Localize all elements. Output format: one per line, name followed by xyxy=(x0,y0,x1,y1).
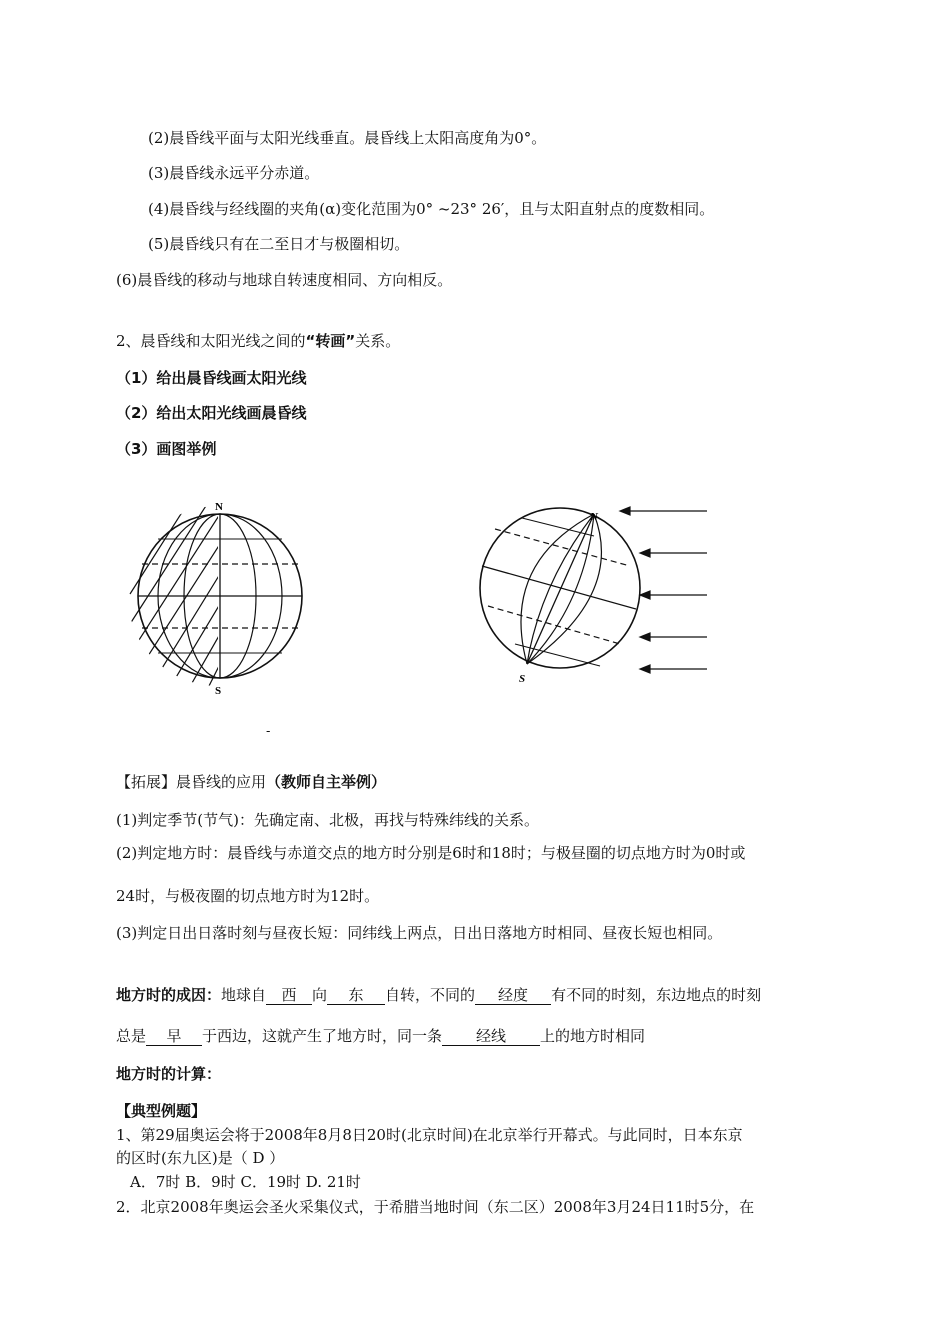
item-3: (3)晨昏线永远平分赤道。 xyxy=(148,164,320,182)
localtime-line2 xyxy=(116,1026,645,1046)
localtime-label: 地方时的成因： xyxy=(116,986,222,1004)
item-5: (5)晨昏线只有在二至日才与极圈相切。 xyxy=(148,235,410,253)
section2-suffix: 关系。 xyxy=(355,332,401,350)
localtime-text-2: 向 xyxy=(312,986,328,1004)
localtime-line1 xyxy=(116,985,761,1005)
extension-heading xyxy=(116,772,386,792)
section2-bold: “转画” xyxy=(305,332,356,350)
answer-blank-3: 经度 xyxy=(475,986,551,1005)
examples-heading: 【典型例题】 xyxy=(116,1102,207,1120)
section2-sub3: （3）画图举例 xyxy=(116,440,217,458)
south-label: S xyxy=(215,685,222,697)
answer-blank-5: 经线 xyxy=(442,1027,540,1046)
answer-blank-1: 西 xyxy=(266,986,312,1005)
item-6: (6)晨昏线的移动与地球自转速度相同、方向相反。 xyxy=(116,271,453,289)
localtime-text-5: 总是 xyxy=(116,1027,147,1045)
question-1: 1、第29届奥运会将于2008年8月8日20时(北京时间)在北京举行开幕式。与此同时，日本东京 xyxy=(116,1126,743,1144)
extension-2b: 24时，与极夜圈的切点地方时为12时。 xyxy=(116,887,380,905)
answer-blank-2: 东 xyxy=(327,986,385,1005)
question-1-options: A．7时 B．9时 C．19时 D. 21时 xyxy=(130,1173,361,1191)
north-label-right: N xyxy=(590,511,598,523)
extension-1: (1)判定季节(节气)：先确定南、北极，再找与特殊纬线的关系。 xyxy=(116,811,539,829)
extension-3: (3)判定日出日落时刻与昼夜长短：同纬线上两点，日出日落地方时相同、昼夜长短也相同。 xyxy=(116,924,723,942)
localtime-calc: 地方时的计算： xyxy=(116,1065,222,1083)
localtime-text-7: 上的地方时相同 xyxy=(540,1027,646,1045)
globe-figure-left xyxy=(120,494,320,698)
section2-heading xyxy=(116,331,400,351)
north-label: N xyxy=(215,501,223,513)
extension-2: (2)判定地方时：晨昏线与赤道交点的地方时分别是6时和18时；与极昼圈的切点地方时为0时或 xyxy=(116,844,746,862)
localtime-text-4: 有不同的时刻，东边地点的时刻 xyxy=(551,986,762,1004)
section2-sub1: （1）给出晨昏线画太阳光线 xyxy=(116,369,307,387)
question-2: 2．北京2008年奥运会圣火采集仪式，于希腊当地时间（东二区）2008年3月24日11时5分，在 xyxy=(116,1198,755,1216)
figure-dash: - xyxy=(266,724,271,739)
localtime-text-6: 于西边，这就产生了地方时，同一条 xyxy=(202,1027,443,1045)
section2-prefix: 2、晨昏线和太阳光线之间的 xyxy=(116,332,306,350)
extension-label: 【拓展】晨昏线的应用 xyxy=(116,773,267,791)
answer-blank-4: 早 xyxy=(146,1027,202,1046)
question-1b: 的区时(东九区)是（ D ） xyxy=(116,1149,285,1167)
localtime-text-3: 自转，不同的 xyxy=(385,986,476,1004)
localtime-text-1: 地球自 xyxy=(221,986,267,1004)
item-2: (2)晨昏线平面与太阳光线垂直。晨昏线上太阳高度角为0°。 xyxy=(148,129,547,147)
globe-figure-right xyxy=(470,494,720,688)
section2-sub2: （2）给出太阳光线画晨昏线 xyxy=(116,404,307,422)
south-label-right: S xyxy=(519,673,526,685)
extension-bold: （教师自主举例） xyxy=(266,773,387,791)
item-4: (4)晨昏线与经线圈的夹角(α)变化范围为0° ~23° 26′，且与太阳直射点的度数相同。 xyxy=(148,200,715,218)
